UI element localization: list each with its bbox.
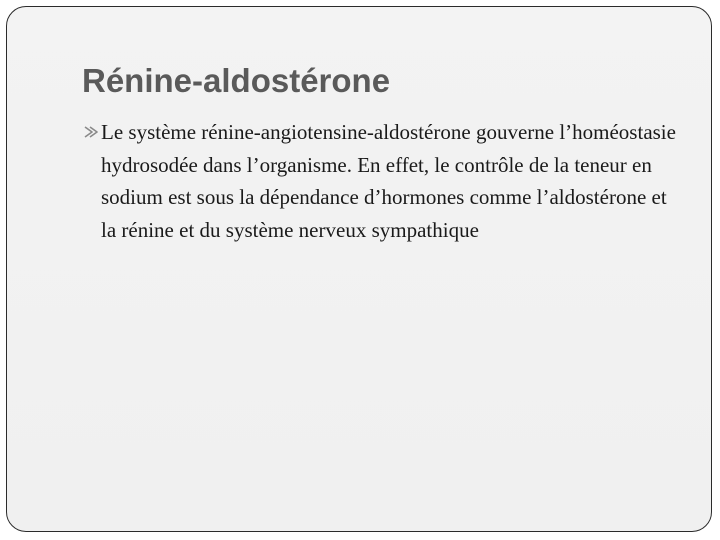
slide-title: Rénine-aldostérone: [82, 62, 391, 99]
bullet-text: Le système rénine-angiotensine-aldostérone gouverne l’homéostasie hydrosodée dans l’organisme. En effet, le contrôle de la teneur en sodium est sous la dépendance d’hormones comme l’aldostérone et la rénine et du système nerveux sympathique: [101, 120, 676, 242]
bullet-item: [84, 116, 684, 246]
chevron-bullet-icon: [84, 116, 101, 148]
